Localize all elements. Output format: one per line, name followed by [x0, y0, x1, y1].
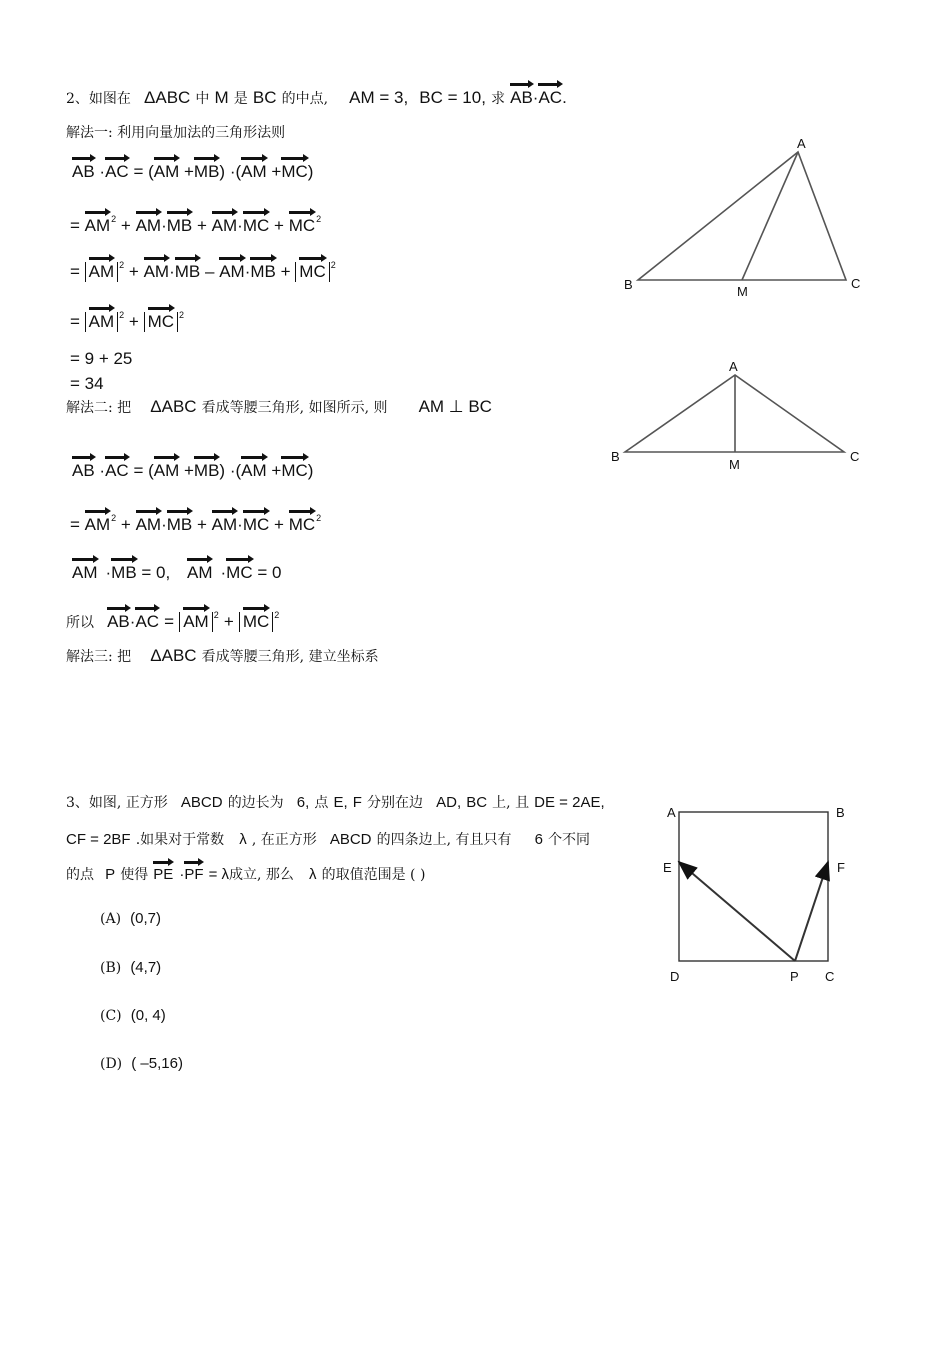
vertex-c-label: C [851, 276, 861, 291]
plus: + [128, 312, 139, 331]
vector-ac: AC [135, 612, 160, 631]
point-e-label: E [663, 860, 672, 875]
q3-text: 点 [314, 795, 329, 811]
method-2-title [66, 397, 492, 417]
q2-text: 求 [491, 91, 506, 107]
vector-am: AM [84, 515, 111, 534]
q3-text: 上, 且 [492, 795, 530, 811]
vector-mb: MB [166, 216, 193, 235]
vector-am: AM [84, 216, 111, 235]
method-2-prefix: 解法二: 把 [66, 400, 132, 416]
vector-mb: MB [193, 461, 220, 480]
side-bc: BC [466, 794, 488, 811]
equals: = [70, 312, 80, 331]
q2-title [66, 88, 567, 108]
dot-operator: · [169, 262, 175, 281]
dot-operator: · [94, 162, 106, 181]
vector-mb: MB [111, 563, 137, 582]
side-length: 6, [296, 794, 310, 811]
period: . [562, 88, 567, 107]
vector-ab: AB [72, 162, 95, 181]
equals-lambda: = λ [208, 866, 230, 883]
vector-mb: MB [174, 262, 201, 281]
dot-operator: · [244, 262, 251, 281]
point-m: M [214, 88, 229, 107]
paren-close: ) [307, 461, 314, 480]
given-am: AM = 3, [349, 88, 409, 107]
q2-text: 是 [233, 91, 248, 107]
vector-am: AM [153, 162, 180, 181]
exponent: 2 [316, 513, 322, 523]
vector-am: AM [88, 262, 115, 281]
magnitude-am [85, 262, 119, 282]
vector-ac: AC [538, 88, 563, 107]
magnitude-am [179, 612, 213, 632]
paren-close: ) [219, 461, 226, 480]
vector-am: AM [211, 216, 238, 235]
vertex-b-label: B [611, 449, 620, 464]
vector-am: AM [241, 461, 267, 480]
vector-am: AM [186, 563, 213, 582]
vector-mc: MC [242, 216, 270, 235]
vector-mc: MC [281, 162, 308, 181]
method-3-title [66, 646, 379, 666]
figure-square-vectors [655, 795, 865, 995]
plus: + [223, 612, 234, 631]
dot-operator: · [94, 461, 106, 480]
perpendicular-statement: AM ⊥ BC [418, 397, 492, 416]
vertex-a-label: A [667, 805, 676, 820]
vector-am: AM [72, 563, 98, 582]
option-b[interactable] [100, 957, 161, 976]
equation-expand-2 [72, 461, 313, 481]
vector-mb: MB [193, 162, 220, 181]
equation-expand-1 [72, 162, 313, 182]
count-six: 6 [534, 831, 543, 848]
square-abcd: ABCD [180, 794, 223, 811]
exponent: 2 [213, 610, 219, 620]
plus: + [274, 515, 284, 534]
option-a[interactable] [100, 908, 161, 927]
vector-am: AM [241, 162, 267, 181]
exponent: 2 [119, 310, 125, 320]
point-p-label: P [790, 969, 799, 984]
q3-text: 3、如图, 正方形 [66, 795, 168, 811]
vector-am: AM [135, 216, 162, 235]
magnitude-mc [239, 612, 273, 632]
figure-triangle-median [615, 130, 875, 305]
plus: + [274, 216, 284, 235]
exponent: 2 [111, 214, 117, 224]
segment-bc: BC [252, 88, 277, 107]
vector-mc: MC [242, 612, 270, 631]
plus: + [120, 216, 131, 235]
vector-ab: AB [72, 461, 95, 480]
equals: = ( [133, 162, 154, 181]
option-d[interactable] [100, 1053, 183, 1072]
vertex-b-label: B [624, 277, 633, 292]
lambda: λ [309, 866, 317, 883]
plus: + [280, 262, 291, 281]
vertex-b-label: B [836, 805, 845, 820]
q3-text: 的四条边上, 有且只有 [376, 832, 512, 848]
method-2-suffix: 看成等腰三角形, 如图所示, 则 [201, 400, 388, 416]
vector-am: AM [88, 312, 115, 331]
dot-operator: ·( [229, 162, 242, 181]
vector-mc: MC [147, 312, 175, 331]
plus: + [197, 515, 207, 534]
plus: + [128, 262, 139, 281]
magnitude-mc [295, 262, 329, 282]
dot-operator: · [161, 216, 167, 235]
equation-square-1 [70, 214, 321, 236]
triangle-abc: ΔABC [150, 397, 197, 416]
equation-final [66, 610, 279, 632]
vertex-d-label: D [670, 969, 680, 984]
vector-ac: AC [105, 162, 129, 181]
vector-mb: MB [166, 515, 193, 534]
vector-am: AM [183, 612, 209, 631]
vector-am: AM [219, 262, 245, 281]
option-label: (C) [100, 1008, 122, 1024]
vertex-a-label: A [729, 359, 738, 374]
square-abcd: ABCD [329, 831, 372, 848]
vector-pf: PF [184, 866, 204, 883]
point-f-label: F [837, 860, 845, 875]
q3-line-2 [66, 829, 590, 849]
q3-text: 的边长为 [227, 795, 284, 811]
equation-zero [72, 563, 281, 583]
equation-9-25: = 9 + 25 [70, 349, 133, 368]
option-value: (0,7) [130, 910, 161, 927]
equals-zero: = 0, [141, 563, 171, 582]
equation-sum [70, 310, 184, 332]
method-1-title: 解法一: 利用向量加法的三角形法则 [66, 125, 286, 141]
vector-mc: MC [288, 216, 316, 235]
q3-text: 分别在边 [367, 795, 424, 811]
option-label: (A) [100, 911, 122, 927]
q3-text: 的点 [66, 867, 94, 883]
plus: + [197, 216, 207, 235]
equals-zero: = 0 [257, 563, 282, 582]
exponent: 2 [274, 610, 280, 620]
option-value: ( –5,16) [131, 1055, 183, 1072]
plus: + [183, 461, 194, 480]
dot-operator: · [179, 866, 185, 883]
figure-isosceles-triangle [600, 355, 870, 475]
vector-mc: MC [299, 262, 326, 281]
paren-close: ) [219, 162, 226, 181]
condition-de: DE = 2AE, [534, 794, 605, 811]
vertex-c-label: C [850, 449, 860, 464]
q3-text: .如果对于常数 [135, 832, 225, 848]
vector-ab: AB [107, 612, 130, 631]
vector-mc: MC [226, 563, 253, 582]
equals: = [70, 515, 80, 534]
equation-square-2 [70, 513, 321, 535]
option-c[interactable] [100, 1005, 166, 1024]
vector-am: AM [135, 515, 162, 534]
exponent: 2 [330, 260, 336, 270]
given-bc: BC = 10, [419, 88, 486, 107]
option-value: (4,7) [130, 959, 162, 976]
equals: = [70, 216, 80, 235]
dot-operator: · [105, 563, 112, 582]
midpoint-m-label: M [737, 284, 748, 299]
dot-operator: · [161, 515, 167, 534]
point-e: E, [333, 794, 348, 811]
vector-am: AM [143, 262, 170, 281]
vertex-c-label: C [825, 969, 835, 984]
condition-cf: CF = 2BF [66, 831, 131, 848]
vector-ab: AB [510, 88, 533, 107]
q3-line-3 [66, 864, 425, 884]
side-ad: AD, [436, 794, 462, 811]
vector-am: AM [153, 461, 180, 480]
q3-text: 个不同 [548, 832, 591, 848]
lambda: λ [239, 831, 247, 848]
q3-text: 成立, 那么 [229, 867, 294, 883]
equation-abs [70, 260, 336, 282]
q3-text: 的取值范围是 ( ) [321, 867, 426, 883]
point-f: F [352, 794, 362, 811]
exponent: 2 [179, 310, 185, 320]
therefore-label: 所以 [66, 615, 94, 631]
vector-pe: PE [153, 866, 174, 883]
triangle-abc: ΔABC [150, 646, 197, 665]
plus: + [271, 162, 282, 181]
dot-operator: · [129, 612, 136, 631]
q3-line-1 [66, 792, 605, 812]
vector-am: AM [211, 515, 238, 534]
vector-mc: MC [242, 515, 270, 534]
dot-operator: · [237, 515, 243, 534]
dot-operator: · [237, 216, 243, 235]
q2-title-prefix: 2、如图在 [66, 91, 131, 107]
method-3-prefix: 解法三: 把 [66, 649, 132, 665]
vector-ac: AC [105, 461, 129, 480]
dot-operator: · [220, 563, 227, 582]
dot-operator: ·( [229, 461, 242, 480]
plus: + [120, 515, 131, 534]
exponent: 2 [111, 513, 117, 523]
equals: = [70, 262, 80, 281]
magnitude-mc [144, 312, 178, 332]
exponent: 2 [316, 214, 322, 224]
foot-m-label: M [729, 457, 740, 472]
vector-mc: MC [288, 515, 316, 534]
magnitude-am [85, 312, 119, 332]
dot-operator: · [532, 88, 539, 107]
method-3-suffix: 看成等腰三角形, 建立坐标系 [201, 649, 379, 665]
option-label: (D) [100, 1056, 123, 1072]
option-value: (0, 4) [130, 1007, 166, 1024]
equals: = ( [133, 461, 154, 480]
plus: + [271, 461, 282, 480]
paren-close: ) [307, 162, 314, 181]
equals: = [164, 612, 175, 631]
exponent: 2 [119, 260, 125, 270]
q3-text: 使得 [120, 867, 149, 883]
q2-text: 中 [195, 91, 210, 107]
point-p: P [105, 866, 116, 883]
q3-text: , 在正方形 [251, 832, 317, 848]
plus: + [183, 162, 194, 181]
q2-text: 的中点, [281, 91, 329, 107]
triangle-abc: ΔABC [144, 88, 191, 107]
vector-mc: MC [281, 461, 308, 480]
equation-34: = 34 [70, 374, 104, 393]
minus: – [205, 262, 215, 281]
vertex-a-label: A [797, 136, 806, 151]
vector-mb: MB [250, 262, 276, 281]
option-label: (B) [100, 960, 122, 976]
